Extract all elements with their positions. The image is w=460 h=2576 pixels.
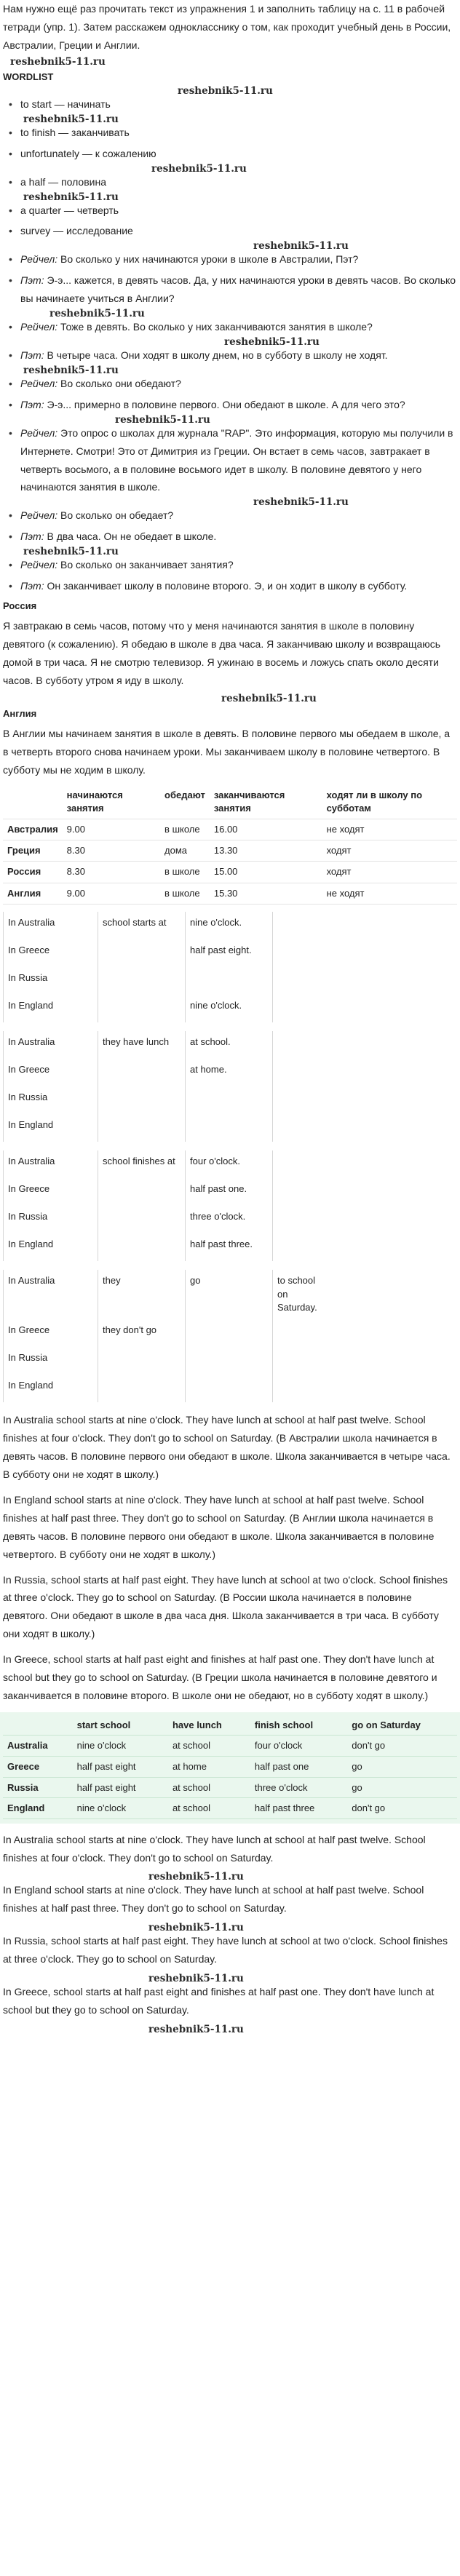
table-row [3, 883, 457, 904]
fill-cell: In England [4, 1114, 98, 1142]
fill-cell: In England [4, 1375, 98, 1402]
fill-cell: they [98, 1270, 186, 1320]
fill-cell [273, 939, 309, 967]
fill-cell: go [186, 1270, 273, 1320]
fill-block-finish [3, 1150, 309, 1261]
table-cell: 15.00 [210, 862, 322, 883]
watermark: reshebnik5-11.ru [23, 364, 119, 376]
table-cell: 13.30 [210, 840, 322, 862]
fill-cell [98, 939, 186, 967]
table-cell: at home [168, 1757, 250, 1778]
fill-cell [273, 1150, 309, 1178]
watermark: reshebnik5-11.ru [253, 496, 349, 509]
table-header [3, 1715, 73, 1736]
table-row [3, 819, 457, 840]
fill-cell [186, 967, 273, 995]
watermark: reshebnik5-11.ru [148, 1973, 244, 1985]
fill-cell [273, 1114, 309, 1142]
fill-cell [186, 1319, 273, 1347]
wordlist-item: • a half — половина [6, 173, 457, 191]
watermark: reshebnik5-11.ru [148, 2023, 244, 2035]
fill-cell [273, 1347, 322, 1375]
table-cell: Австралия [3, 819, 63, 840]
table-cell: four o'clock [250, 1736, 347, 1757]
ru-summary-table [3, 785, 457, 905]
table-cell: half past eight [73, 1757, 168, 1778]
fill-cell [98, 967, 186, 995]
table-cell: ходят [322, 862, 457, 883]
summary-paragraph: In Russia, school starts at half past eight. They have lunch at school at two o'clock. School finishes at three o'clock. They go to school on Saturday. (В России школа начинается в половине девятого. Они обедают в школе в два часа дня. Школа заканчивается в три часа. В субботу они ходят в школу.) [3, 1573, 448, 1640]
table-cell: England [3, 1798, 73, 1819]
fill-cell: school finishes at [98, 1150, 186, 1178]
england-text: В Англии мы начинаем занятия в школе в девять. В половине первого мы обедаем в школе, а в четверть второго снова начинаем уроки. Мы заканчиваем школу в половине четвертого. В субботу мы не ходим в школу. [3, 727, 451, 776]
dialogue-line [6, 424, 457, 497]
fill-cell: at school. [186, 1031, 273, 1059]
fill-cell [98, 1233, 186, 1261]
speaker: Пэт: [20, 530, 44, 543]
fill-cell: nine o'clock. [186, 912, 273, 939]
wordlist [3, 95, 457, 595]
table-cell: half past eight [73, 1777, 168, 1798]
fill-cell: In Greece [4, 1319, 98, 1347]
line-text: Во сколько они обедают? [60, 377, 181, 389]
watermark: reshebnik5-11.ru [49, 308, 145, 320]
table-cell: nine o'clock [73, 1798, 168, 1819]
table-cell: в школе [160, 883, 210, 904]
line-text: Во сколько у них начинаются уроки в школе в Австралии, Пэт? [60, 253, 359, 266]
final-paragraph: In Russia, school starts at half past eight. They have lunch at school at two o'clock. School finishes at three o'clock. They go to school on Saturday. [3, 1935, 448, 1965]
russia-text: Я завтракаю в семь часов, потому что у меня начинаются занятия в школе в половину девятого (к сожалению). Я обедаю в школе в два часа. Я заканчиваю школу и возвращаюсь домой в три часа. Я не смотрю телевизор. Я ужинаю в восемь и ложусь спать около десяти часов. В субботу утром я иду в школу. [3, 620, 441, 686]
table-cell: Russia [3, 1777, 73, 1798]
table-cell: three o'clock [250, 1777, 347, 1798]
dialogue-line [6, 396, 457, 414]
fill-block-saturday [3, 1270, 317, 1403]
table-cell: не ходят [322, 819, 457, 840]
table-header: начинаются занятия [63, 785, 160, 819]
table-cell: at school [168, 1736, 250, 1757]
table-cell: дома [160, 840, 210, 862]
fill-cell [98, 1086, 186, 1114]
speaker: Рейчел: [20, 253, 58, 266]
table-header: start school [73, 1715, 168, 1736]
dialogue-line [6, 577, 457, 595]
table-cell: ходят [322, 840, 457, 862]
fill-cell [273, 1319, 322, 1347]
en-summary-table [3, 1715, 457, 1819]
fill-cell: In Greece [4, 939, 98, 967]
fill-cell [186, 1347, 273, 1375]
fill-block-lunch [3, 1031, 309, 1142]
table-cell: nine o'clock [73, 1736, 168, 1757]
fill-cell: In Australia [4, 1270, 98, 1320]
table-cell: 8.30 [63, 862, 160, 883]
table-cell: не ходят [322, 883, 457, 904]
fill-cell: half past one. [186, 1178, 273, 1206]
fill-cell [273, 1206, 309, 1233]
table-cell: Англия [3, 883, 63, 904]
table-cell: 8.30 [63, 840, 160, 862]
table-header-row [3, 1715, 457, 1736]
wordlist-heading: WORDLIST [3, 71, 54, 82]
summary-paragraph: In Greece, school starts at half past eight and finishes at half past one. They don't have lunch at school but they go to school on Saturday. (В Греции школа начинается в половине девятого и заканчивается в половине второго. В школе они не обедают, но в субботу ходят в школу.) [3, 1653, 437, 1701]
watermark: reshebnik5-11.ru [253, 240, 349, 253]
watermark: reshebnik5-11.ru [148, 1922, 244, 1934]
wordlist-item: • a quarter — четверть [6, 202, 457, 220]
watermark: reshebnik5-11.ru [23, 191, 119, 203]
line-text: В четыре часа. Они ходят в школу днем, но в субботу в школу не ходят. [47, 349, 388, 361]
table-cell: half past one [250, 1757, 347, 1778]
table-cell: 15.30 [210, 883, 322, 904]
table-cell: 9.00 [63, 883, 160, 904]
en-summary-table-wrap [0, 1712, 460, 1824]
fill-cell [186, 1086, 273, 1114]
fill-cell: In England [4, 1233, 98, 1261]
line-text: Во сколько он обедает? [60, 509, 174, 522]
fill-cell [273, 1178, 309, 1206]
speaker: Рейчел: [20, 509, 58, 522]
dialogue-line [6, 506, 457, 525]
russia-heading: Россия [3, 600, 37, 611]
final-paragraph: In England school starts at nine o'clock. They have lunch at school at half past twelve. School finishes at half past three. They don't go to school on Saturday. [3, 1884, 424, 1915]
table-cell: Греция [3, 840, 63, 862]
dialogue-line [6, 528, 457, 546]
table-cell: at school [168, 1798, 250, 1819]
table-cell: at school [168, 1777, 250, 1798]
fill-cell: In Greece [4, 1178, 98, 1206]
table-cell: Australia [3, 1736, 73, 1757]
table-header: обедают [160, 785, 210, 819]
speaker: Рейчел: [20, 559, 58, 571]
table-row [3, 840, 457, 862]
table-header-row [3, 785, 457, 819]
fill-cell [98, 1059, 186, 1086]
table-header: finish school [250, 1715, 347, 1736]
table-cell: half past three [250, 1798, 347, 1819]
fill-cell [273, 967, 309, 995]
dialogue-line [6, 318, 457, 336]
wordlist-item: • survey — исследование [6, 222, 457, 240]
line-text: Во сколько он заканчивает занятия? [60, 559, 234, 571]
table-cell: don't go [347, 1798, 457, 1819]
fill-cell [186, 1114, 273, 1142]
fill-cell: they don't go [98, 1319, 186, 1347]
table-row [3, 1757, 457, 1778]
dialogue-line [6, 271, 457, 308]
line-text: Э-э... примерно в половине первого. Они обедают в школе. А для чего это? [47, 398, 405, 410]
line-text: В два часа. Он не обедает в школе. [47, 530, 217, 543]
table-cell: в школе [160, 862, 210, 883]
line-text: Тоже в девять. Во сколько у них заканчиваются занятия в школе? [60, 321, 373, 333]
watermark: reshebnik5-11.ru [23, 113, 119, 125]
fill-cell [273, 1086, 309, 1114]
fill-cell: to school on Saturday. [277, 1274, 317, 1313]
fill-cell [98, 1178, 186, 1206]
dialogue-line [6, 346, 457, 365]
final-paragraph: In Australia school starts at nine o'clock. They have lunch at school at half past twelve. School finishes at four o'clock. They don't go to school on Saturday. [3, 1833, 426, 1864]
table-cell: Greece [3, 1757, 73, 1778]
watermark: reshebnik5-11.ru [151, 162, 247, 175]
fill-cell: In Greece [4, 1059, 98, 1086]
fill-cell [98, 995, 186, 1022]
table-header [3, 785, 63, 819]
intro-text: Нам нужно ещё раз прочитать текст из упражнения 1 и заполнить таблицу на с. 11 в рабочей тетради (упр. 1). Затем расскажем однокласснику о том, как проходит учебный день в России, Австралии, Греции и Англии. [3, 3, 451, 51]
fill-cell [186, 1375, 273, 1402]
fill-cell: In Australia [4, 1031, 98, 1059]
line-text: Это опрос о школах для журнала "RAP". Это информация, которую мы получили в Интернете. Смотри! Это от Димитрия из Греции. Он встает в семь часов, завтракает в четверть восьмого, а в половине восьмого идет в школу. В половине девятого у него начинаются занятия в школе. [20, 426, 453, 493]
table-row [3, 1798, 457, 1819]
table-header: ходят ли в школу по субботам [322, 785, 457, 819]
table-cell: go [347, 1777, 457, 1798]
wordlist-item: • unfortunately — к сожалению [6, 145, 457, 163]
watermark: reshebnik5-11.ru [224, 335, 320, 348]
fill-cell [98, 1375, 186, 1402]
table-cell: Россия [3, 862, 63, 883]
speaker: Рейчел: [20, 321, 58, 333]
speaker: Рейчел: [20, 377, 58, 389]
fill-cell: In Australia [4, 1150, 98, 1178]
table-header: заканчиваются занятия [210, 785, 322, 819]
fill-cell: In Russia [4, 1206, 98, 1233]
fill-cell [273, 995, 309, 1022]
fill-cell [273, 1059, 309, 1086]
wordlist-item: • to finish — заканчивать [6, 124, 457, 142]
wordlist-item: • to start — начинать [6, 95, 457, 114]
table-header: have lunch [168, 1715, 250, 1736]
fill-cell: they have lunch [98, 1031, 186, 1059]
fill-cell: half past three. [186, 1233, 273, 1261]
fill-cell [273, 1375, 322, 1402]
england-heading: Англия [3, 707, 37, 719]
dialogue-line [6, 250, 457, 269]
fill-cell [98, 1206, 186, 1233]
fill-cell: nine o'clock. [186, 995, 273, 1022]
fill-cell: In Russia [4, 967, 98, 995]
fill-cell [273, 1233, 309, 1261]
table-header: go on Saturday [347, 1715, 457, 1736]
speaker: Рейчел: [20, 426, 58, 439]
dialogue-line [6, 375, 457, 393]
speaker: Пэт: [20, 274, 44, 287]
watermark: reshebnik5-11.ru [23, 546, 119, 558]
final-texts [3, 1831, 457, 2035]
fill-cell: half past eight. [186, 939, 273, 967]
speaker: Пэт: [20, 349, 44, 361]
table-cell: go [347, 1757, 457, 1778]
table-row [3, 1777, 457, 1798]
watermark: reshebnik5-11.ru [115, 413, 210, 426]
summary-paragraph: In England school starts at nine o'clock. They have lunch at school at half past twelve. School finishes at half past three. They don't go to school on Saturday. (В Англии школа начинается в девять часов. В половине первого они обедают в школе. Школа заканчивается в половине четвертого. В субботу они не ходят в школу.) [3, 1493, 435, 1560]
speaker: Пэт: [20, 580, 44, 592]
final-paragraph: In Greece, school starts at half past eight and finishes at half past one. They don't have lunch at school but they go to school on Saturday. [3, 1986, 435, 2016]
table-cell: в школе [160, 819, 210, 840]
fill-cell [98, 1347, 186, 1375]
watermark: reshebnik5-11.ru [221, 692, 317, 704]
watermark: reshebnik5-11.ru [178, 84, 273, 97]
table-row [3, 1736, 457, 1757]
fill-cell: In England [4, 995, 98, 1022]
fill-cell: In Russia [4, 1086, 98, 1114]
fill-cell: In Australia [4, 912, 98, 939]
table-cell: 16.00 [210, 819, 322, 840]
line-text: Э-э... кажется, в девять часов. Да, у них начинаются уроки в девять часов. Во сколько вы начинаете учиться в Англии? [20, 274, 456, 305]
speaker: Пэт: [20, 398, 44, 410]
fill-cell: school starts at [98, 912, 186, 939]
fill-block-start [3, 912, 309, 1022]
summary-paragraph: In Australia school starts at nine o'clock. They have lunch at school at half past twelve. School finishes at four o'clock. They don't go to school on Saturday. (В Австралии школа начинается в девять часов. В половине первого они обедают в школе. Школа заканчивается в четыре часа. В субботу они не ходят в школу.) [3, 1414, 451, 1481]
fill-cell: at home. [186, 1059, 273, 1086]
fill-cell [98, 1114, 186, 1142]
dialogue-line [6, 556, 457, 574]
fill-cell [273, 1031, 309, 1059]
watermark: reshebnik5-11.ru [148, 1871, 244, 1883]
fill-cell [273, 912, 309, 939]
line-text: Он заканчивает школу в половине второго. Э, и он ходит в школу в субботу. [47, 580, 408, 592]
fill-cell: In Russia [4, 1347, 98, 1375]
fill-cell: four o'clock. [186, 1150, 273, 1178]
watermark: reshebnik5-11.ru [10, 55, 106, 68]
table-cell: 9.00 [63, 819, 160, 840]
table-row [3, 862, 457, 883]
fill-cell: three o'clock. [186, 1206, 273, 1233]
table-cell: don't go [347, 1736, 457, 1757]
